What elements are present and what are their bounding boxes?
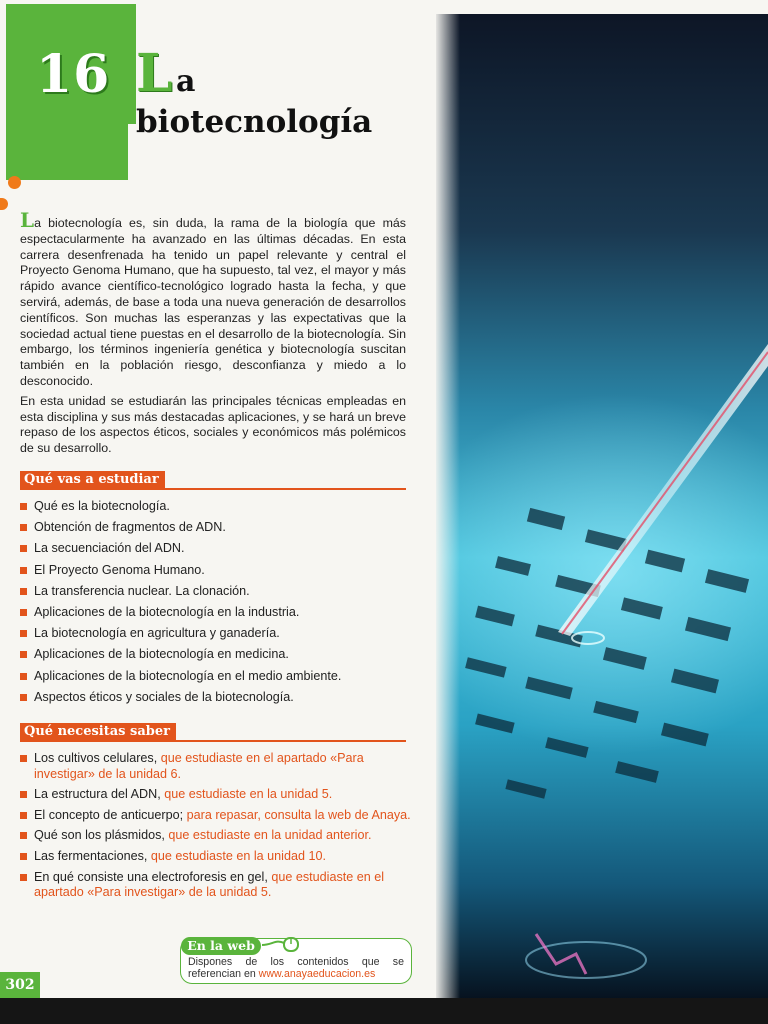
web-callout-text: Dispones de los contenidos que se referencian en www.anayaeducacion.es [188, 956, 404, 981]
intro-paragraph-2: En esta unidad se estudiarán las principales técnicas empleadas en esta disciplina y sus más destacadas aplicaciones, y se hará un breve repaso de los aspectos éticos, sociales y económicos más polémicos de su desarrollo. [20, 393, 406, 456]
study-heading-label: Qué vas a estudiar [20, 471, 165, 489]
list-item: El Proyecto Genoma Humano. [20, 563, 412, 584]
list-item: La transferencia nuclear. La clonación. [20, 584, 412, 605]
bullet-icon [20, 832, 27, 839]
bullet-icon [20, 651, 27, 658]
list-item: El concepto de anticuerpo; para repasar, consulta la web de Anaya. [20, 808, 412, 824]
bullet-icon [20, 874, 27, 881]
mouse-icon [262, 935, 302, 955]
bullet-icon [20, 609, 27, 616]
list-item: Aplicaciones de la biotecnología en la industria. [20, 605, 412, 626]
orange-half-dot-decoration [0, 198, 8, 210]
study-section-heading [20, 470, 406, 490]
scan-bottom-edge [0, 998, 768, 1024]
know-heading-label: Qué necesitas saber [20, 723, 176, 741]
list-item: Aplicaciones de la biotecnología en medicina. [20, 647, 412, 668]
bullet-icon [20, 673, 27, 680]
chapter-title: biotecnología [136, 104, 373, 140]
list-item: Las fermentaciones, que estudiaste en la unidad 10. [20, 849, 412, 865]
bullet-icon [20, 567, 27, 574]
list-item: Qué es la biotecnología. [20, 499, 412, 520]
intro-paragraph-1-text: a biotecnología es, sin duda, la rama de la biología que más espectacularmente ha avanzado en las últimas décadas. En esta carrera desenfrenada ha tenido un papel relevante y central el Proyecto Genoma Humano, que ha supuesto, tal vez, el mayor y más rápido avance científico-tecnológico logrado hasta la fecha, y que servirá, además, de base a toda una nueva generación de desarrollos científicos. Son muchas las esperanzas y las expectativas que la sociedad actual tiene puestas en el desarrollo de la biotecnología. Sin embargo, los términos ingeniería genética y biotecnología suscitan también en la población riesgo, desconfianza y miedo a lo desconocido. [20, 216, 406, 388]
list-item: Los cultivos celulares, que estudiaste en el apartado «Para investigar» de la unidad 6. [20, 751, 412, 782]
web-link[interactable]: www.anayaeducacion.es [258, 968, 376, 981]
intro-paragraph-1 [20, 208, 406, 390]
bullet-icon [20, 503, 27, 510]
list-item: La secuenciación del ADN. [20, 541, 412, 562]
bullet-icon [20, 588, 27, 595]
bullet-icon [20, 630, 27, 637]
list-item: La estructura del ADN, que estudiaste en la unidad 5. [20, 787, 412, 803]
drop-cap: L [20, 208, 35, 232]
bullet-icon [20, 853, 27, 860]
bullet-icon [20, 524, 27, 531]
list-item: Aplicaciones de la biotecnología en el medio ambiente. [20, 669, 412, 690]
pipette-gel-photo [436, 14, 768, 1000]
bullet-icon [20, 812, 27, 819]
list-item: En qué consiste una electroforesis en gel, que estudiaste en el apartado «Para investigar» de la unidad 5. [20, 870, 412, 901]
title-line1-rest: a [176, 64, 196, 99]
intro-text [20, 208, 406, 461]
bullet-icon [20, 755, 27, 762]
know-list [20, 751, 412, 906]
page-number: 302 [0, 972, 40, 998]
web-callout-label: En la web [181, 937, 261, 955]
study-list [20, 499, 412, 711]
list-item: Aspectos éticos y sociales de la biotecnología. [20, 690, 412, 711]
know-section-heading [20, 722, 406, 742]
bullet-icon [20, 791, 27, 798]
list-item: Qué son los plásmidos, que estudiaste en la unidad anterior. [20, 828, 412, 844]
bullet-icon [20, 694, 27, 701]
orange-dot-decoration [8, 176, 21, 189]
page-curl-shadow [420, 14, 460, 1000]
bullet-icon [20, 545, 27, 552]
title-initial [136, 43, 173, 104]
list-item: Obtención de fragmentos de ADN. [20, 520, 412, 541]
title-initial-letter: L [136, 43, 173, 104]
list-item: La biotecnología en agricultura y ganadería. [20, 626, 412, 647]
chapter-number: 16 [36, 44, 111, 105]
